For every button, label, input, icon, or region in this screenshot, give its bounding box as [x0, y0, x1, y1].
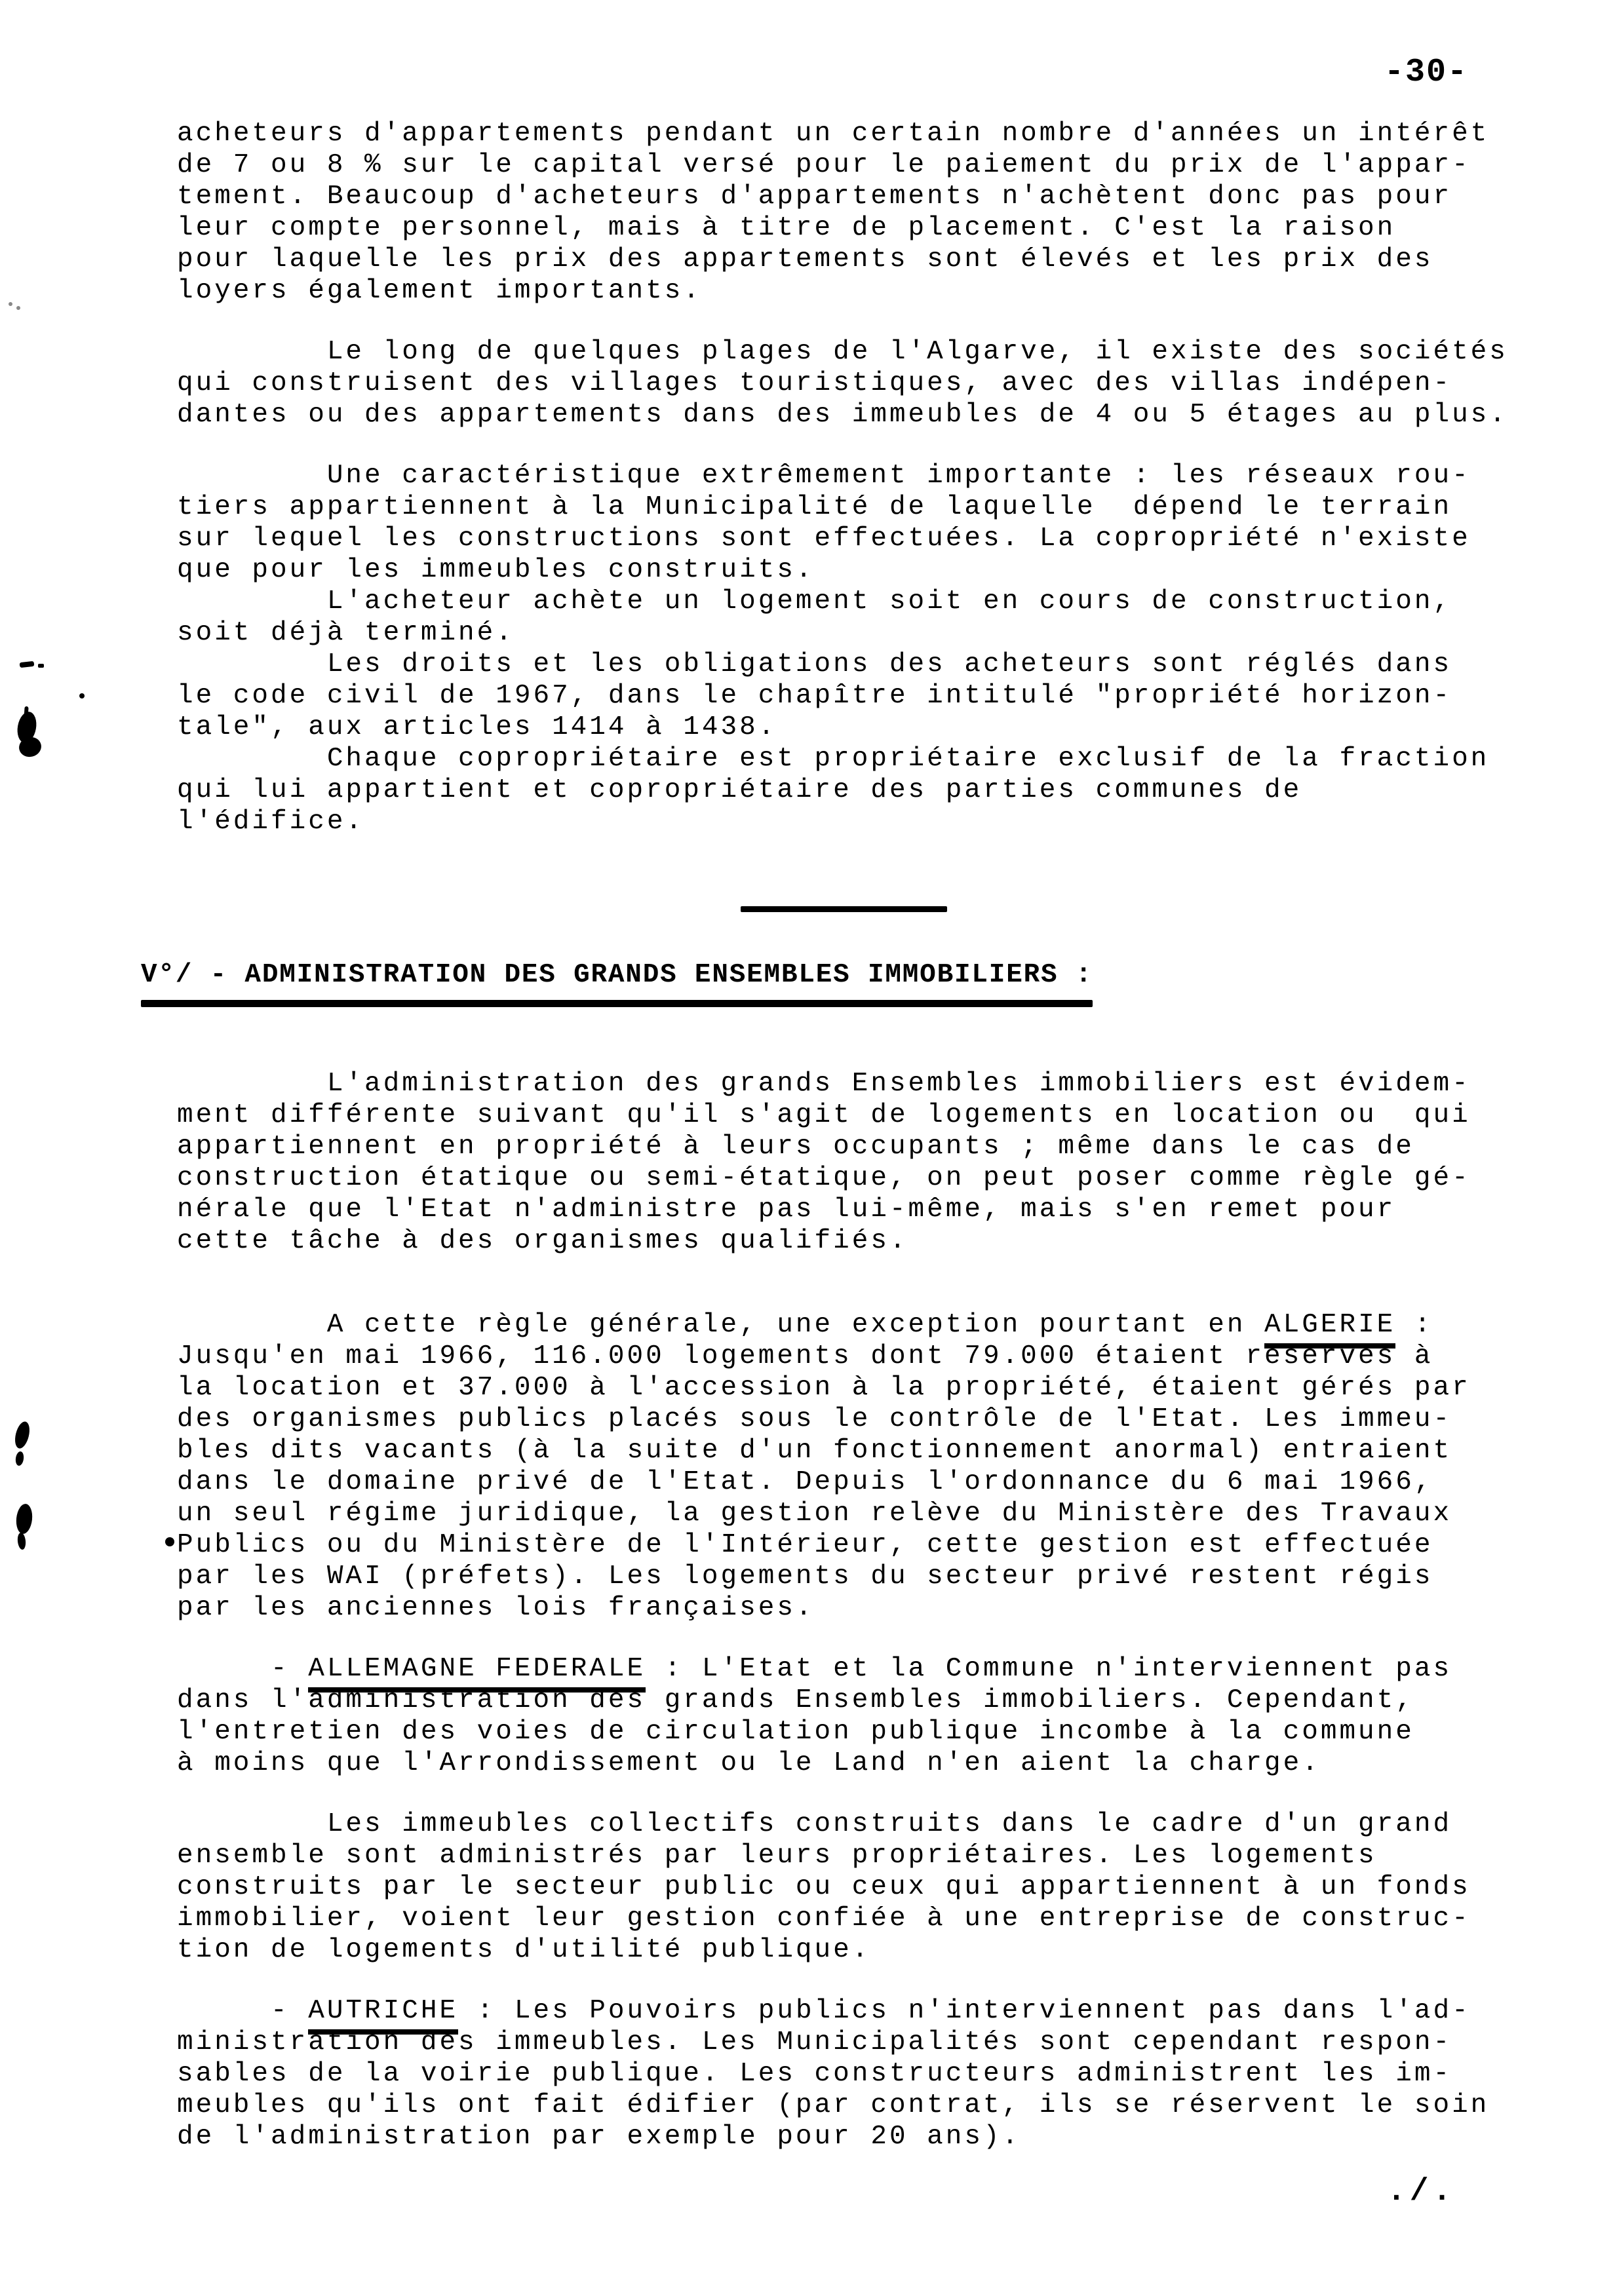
text-line: construction étatique ou semi-étatique, on peut poser comme règle gé- — [177, 1163, 1471, 1193]
underlined-country-name: AUTRICHE — [308, 1996, 458, 2035]
text-line: des organismes publics placés sous le contrôle de l'Etat. Les immeu- — [177, 1404, 1452, 1434]
text-line: à moins que l'Arrondissement ou le Land n'en aient la charge. — [177, 1748, 1321, 1778]
ink-blot — [12, 1420, 32, 1450]
text-line: nérale que l'Etat n'administre pas lui-même, mais s'en remet pour — [177, 1195, 1396, 1225]
document-body — [141, 118, 1573, 2152]
text-line: meubles qu'ils ont fait édifier (par contrat, ils se réservent le soin — [177, 2090, 1490, 2120]
ink-blot — [17, 1532, 27, 1550]
text-line: le code civil de 1967, dans le chapître intitulé "propriété horizon- — [177, 681, 1452, 711]
paragraph — [177, 586, 1573, 649]
text-line: dantes ou des appartements dans des immeubles de 4 ou 5 étages au plus. — [177, 400, 1508, 430]
text-line: sur lequel les constructions sont effectuées. La copropriété n'existe — [177, 524, 1471, 554]
ink-blot — [15, 1451, 25, 1466]
paragraph — [177, 1808, 1573, 1966]
text-line — [177, 1995, 1573, 2027]
heading-underline — [141, 1000, 1093, 1007]
stray-dot-icon — [165, 1537, 174, 1546]
text-line: L'administration des grands Ensembles immobiliers est évidem- — [177, 1069, 1471, 1099]
paragraph — [177, 743, 1573, 837]
text-line: dans l'administration des grands Ensembles immobiliers. Cependant, — [177, 1685, 1414, 1715]
text-line: appartiennent en propriété à leurs occupants ; même dans le cas de — [177, 1132, 1414, 1162]
text-line: Une caractéristique extrêmement importante : les réseaux rou- — [177, 461, 1471, 491]
text-line: Les immeubles collectifs construits dans le cadre d'un grand — [177, 1809, 1452, 1839]
text-line: l'édifice. — [177, 807, 365, 837]
text-line: ministration des immeubles. Les Municipalités sont cependant respon- — [177, 2027, 1452, 2057]
text-line: L'acheteur achète un logement soit en cours de construction, — [177, 586, 1452, 617]
speck-icon — [79, 693, 85, 698]
text-line: acheteurs d'appartements pendant un certain nombre d'années un intérêt — [177, 119, 1490, 149]
underlined-country-name: ALGERIE — [1264, 1310, 1395, 1349]
text-line: de 7 ou 8 % sur le capital versé pour le paiement du prix de l'appar- — [177, 150, 1471, 180]
text-line: Le long de quelques plages de l'Algarve, il existe des sociétés — [177, 337, 1508, 367]
text-line: soit déjà terminé. — [177, 618, 515, 648]
smudge-icon — [20, 661, 35, 668]
text-line — [177, 1653, 1573, 1685]
text-line: tion de logements d'utilité publique. — [177, 1935, 871, 1965]
text-line: de l'administration par exemple pour 20 ans). — [177, 2122, 1021, 2152]
text-line: loyers également importants. — [177, 276, 702, 306]
text-line: Les droits et les obligations des acheteurs sont réglés dans — [177, 649, 1452, 679]
text-line: immobilier, voient leur gestion confiée à une entreprise de construc- — [177, 1904, 1471, 1934]
text-segment: : Les Pouvoirs publics n'interviennent pas dans l'ad- — [458, 1996, 1471, 2026]
text-line: leur compte personnel, mais à titre de placement. C'est la raison — [177, 213, 1396, 243]
section-before-heading — [177, 118, 1573, 837]
text-line: par les anciennes lois françaises. — [177, 1593, 815, 1623]
text-segment: - — [177, 1654, 309, 1684]
paragraph — [177, 460, 1573, 586]
text-line: qui lui appartient et copropriétaire des parties communes de — [177, 775, 1302, 805]
ink-blot — [17, 735, 43, 759]
text-line: construits par le secteur public ou ceux qui appartiennent à un fonds — [177, 1872, 1471, 1902]
ink-blots — [9, 302, 174, 1550]
text-line: ment différente suivant qu'il s'agit de logements en location ou qui — [177, 1100, 1471, 1130]
text-segment: : — [1395, 1310, 1433, 1340]
text-line: la location et 37.000 à l'accession à la propriété, étaient gérés par — [177, 1373, 1471, 1403]
text-line: Publics ou du Ministère de l'Intérieur, cette gestion est effectuée — [177, 1530, 1433, 1560]
text-line: tement. Beaucoup d'acheteurs d'appartements n'achètent donc pas pour — [177, 182, 1452, 212]
page-number: -30- — [1384, 54, 1469, 91]
ink-blot-stem — [22, 706, 28, 738]
paragraph — [177, 118, 1573, 307]
smudge-icon — [38, 664, 44, 668]
text-line: pour laquelle les prix des appartements sont élevés et les prix des — [177, 244, 1433, 275]
text-line: dans le domaine privé de l'Etat. Depuis l'ordonnance du 6 mai 1966, — [177, 1467, 1433, 1497]
text-line: l'entretien des voies de circulation publique incombe à la commune — [177, 1717, 1414, 1747]
section-heading: V°/ - ADMINISTRATION DES GRANDS ENSEMBLES IMMOBILIERS : — [141, 960, 1093, 990]
paragraph — [177, 1653, 1573, 1779]
text-line: qui construisent des villages touristiques, avec des villas indépen- — [177, 368, 1452, 398]
ink-blot — [15, 710, 39, 744]
section-separator-rule — [741, 906, 947, 912]
text-segment: - — [177, 1996, 309, 2026]
text-line: Chaque copropriétaire est propriétaire exclusif de la fraction — [177, 744, 1490, 774]
section-after-heading — [177, 1068, 1573, 2152]
paragraph — [177, 336, 1573, 430]
text-line: tiers appartiennent à la Municipalité de laquelle dépend le terrain — [177, 492, 1452, 522]
paragraph — [177, 1068, 1573, 1257]
text-line — [177, 1309, 1573, 1341]
speck-icon — [9, 302, 12, 306]
paragraph — [177, 649, 1573, 743]
text-line: Jusqu'en mai 1966, 116.000 logements dont 79.000 étaient réservés à — [177, 1341, 1433, 1371]
text-line: bles dits vacants (à la suite d'un fonctionnement anormal) entraient — [177, 1436, 1452, 1466]
paragraph — [177, 1995, 1573, 2152]
text-line: un seul régime juridique, la gestion relève du Ministère des Travaux — [177, 1499, 1452, 1529]
text-segment: : L'Etat et la Commune n'interviennent pas — [646, 1654, 1452, 1684]
speck-icon — [16, 306, 20, 310]
text-line: que pour les immeubles construits. — [177, 555, 815, 585]
continuation-mark: ./. — [1387, 2174, 1456, 2210]
text-line: tale", aux articles 1414 à 1438. — [177, 712, 777, 742]
ink-blot — [15, 1503, 34, 1535]
text-line: par les WAI (préfets). Les logements du secteur privé restent régis — [177, 1561, 1433, 1592]
underlined-country-name: ALLEMAGNE FEDERALE — [308, 1654, 646, 1693]
paragraph — [177, 1309, 1573, 1624]
text-line: ensemble sont administrés par leurs propriétaires. Les logements — [177, 1841, 1377, 1871]
text-line: sables de la voirie publique. Les constructeurs administrent les im- — [177, 2059, 1452, 2089]
text-line: cette tâche à des organismes qualifiés. — [177, 1226, 908, 1256]
text-segment: A cette règle générale, une exception pourtant en — [177, 1310, 1265, 1340]
